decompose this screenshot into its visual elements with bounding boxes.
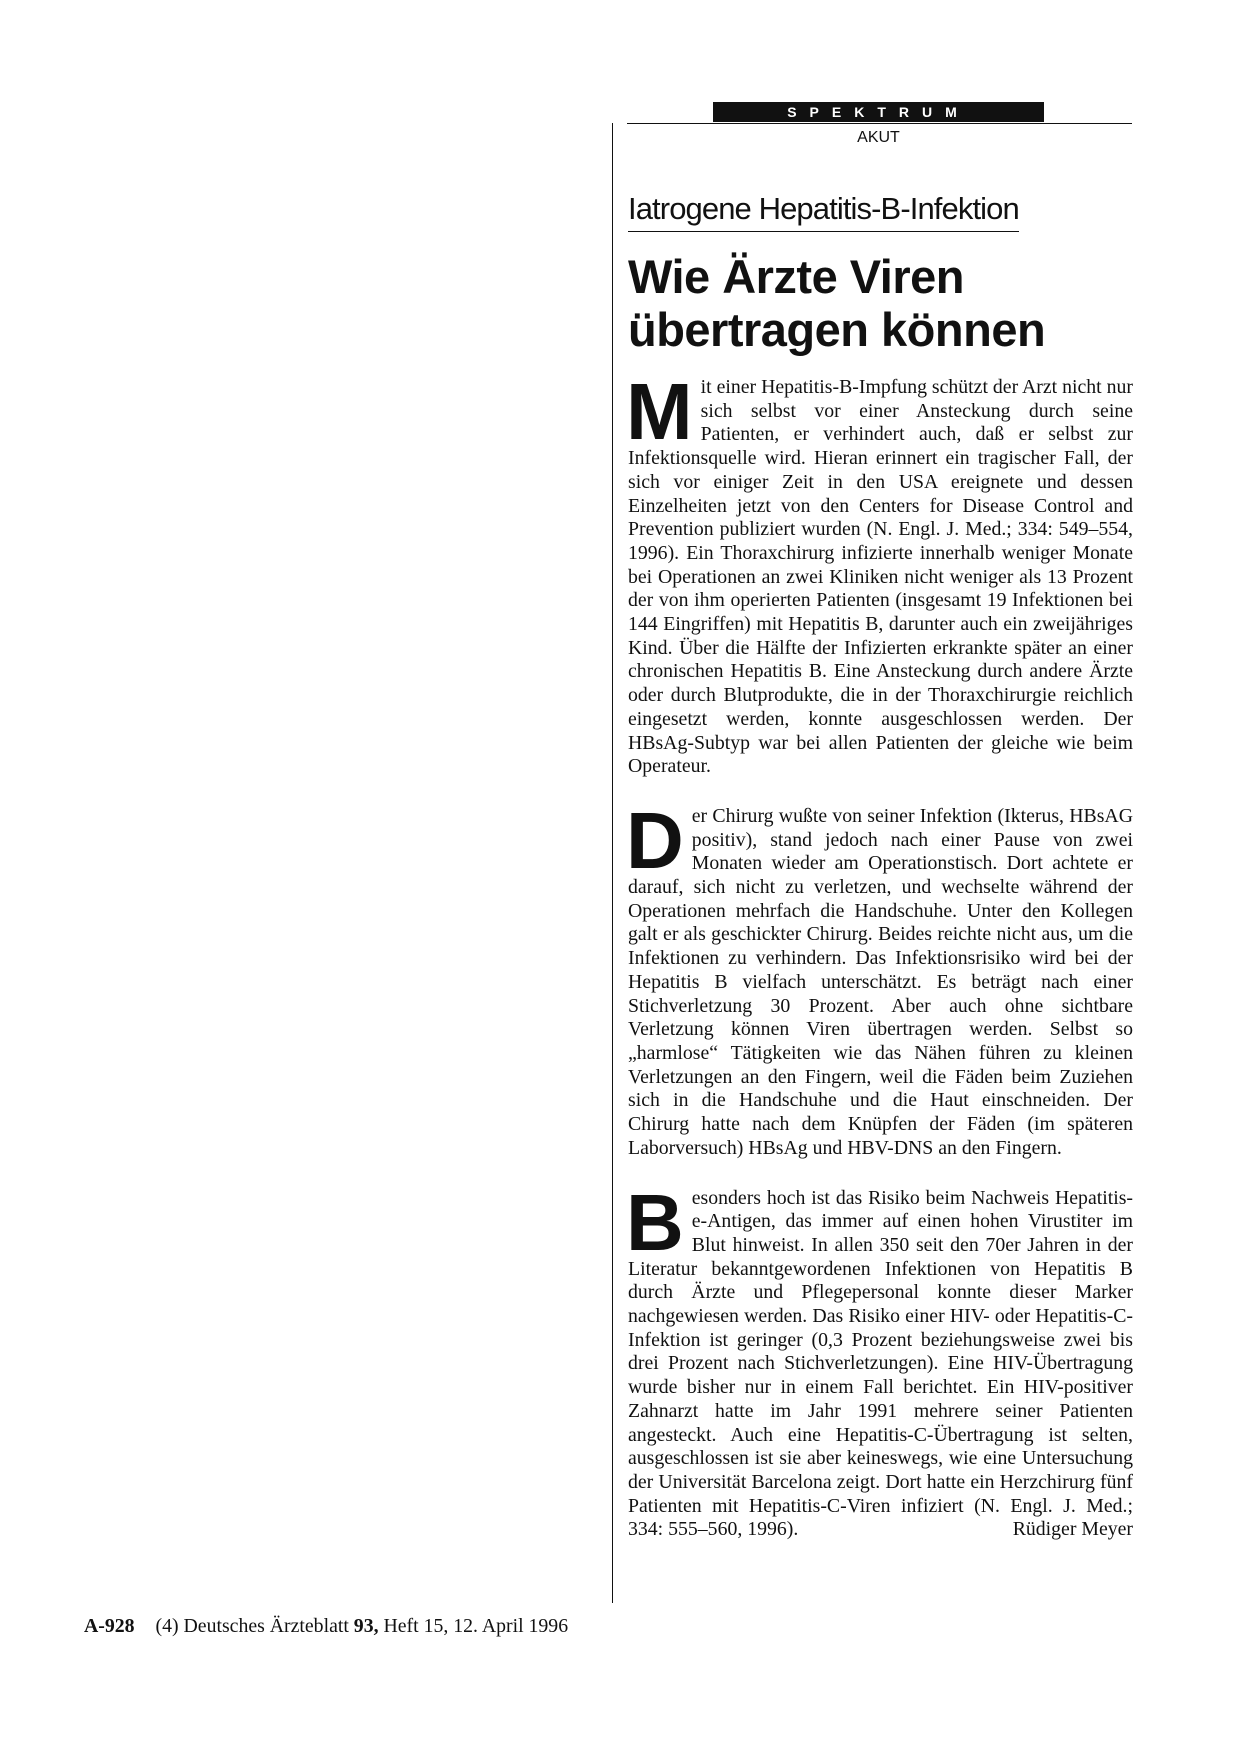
issue-prefix: (4) Deutsches Ärzteblatt	[155, 1615, 349, 1637]
issue-suffix: Heft 15, 12. April 1996	[383, 1615, 569, 1637]
article-headline	[628, 250, 1133, 356]
headline-line-1: Wie Ärzte Viren	[628, 250, 964, 303]
paragraph-3	[626, 1177, 1133, 1543]
dropcap: M	[626, 367, 691, 456]
headline-line-2: übertragen können	[628, 303, 1046, 356]
page-footer	[84, 1614, 568, 1638]
article	[628, 190, 1133, 1568]
dropcap: D	[626, 795, 682, 885]
paragraph-text: esonders hoch ist das Risiko beim Nachweis Hepatitis-e-Antigen, das immer auf einen hohen Virustiter im Blut hinweist. In allen 350 seit den 70er Jahren in der Literatur bekanntgewordenen Infektionen von Hepatitis B durch Ärzte und Pflegepersonal konnte dieser Marker nachgewiesen werden. Das Risiko einer HIV- oder Hepatitis-C-Infektion ist geringer (0,3 Prozent beziehungsweise zwei bis drei Prozent nach Stichverletzungen). Eine HIV-Übertragung wurde bisher nur in einem Fall berichtet. Ein HIV-positiver Zahnarzt hatte im Jahr 1991 mehrere seiner Patienten angesteckt. Auch eine Hepatitis-C-Übertragung ist selten, ausgeschlossen ist sie aber keineswegs, wie eine Untersuchung der Universität Barcelona zeigt. Dort hatte ein Herzchirurg fünf Patienten mit Hepatitis-C-Viren infiziert (N. Engl. J. Med.; 334: 555–560, 1996).	[628, 1186, 1133, 1541]
article-kicker: Iatrogene Hepatitis-B-Infektion	[628, 190, 1019, 232]
section-header-bar: SPEKTRUM	[713, 102, 1044, 122]
column-rule	[612, 123, 613, 1603]
paragraph-text: er Chirurg wußte von seiner Infektion (Ikterus, HBsAG positiv), stand jedoch nach einer Pause von zwei Monaten wieder am Operationstisch. Dort achtete er darauf, sich nicht zu verletzen, und wechselte während der Operationen mehrfach die Handschuhe. Unter den Kollegen galt er als geschickter Chirurg. Beides reichte nicht aus, um die Infektionen zu verhindern. Das Infektionsrisiko wird bei der Hepatitis B vielfach unterschätzt. Es beträgt nach einer Stichverletzung 30 Prozent. Aber auch ohne sichtbare Verletzung können Viren übertragen werden. Selbst so „harmlose“ Tätigkeiten wie das Nähen führen zu kleinen Verletzungen an den Fingern, weil die Fäden beim Zuziehen sich in die Handschuhe und die Haut einschneiden. Der Chirurg hatte nach dem Knüpfen der Fäden (im späteren Laborversuch) HBsAg und HBV-DNS an den Fingern.	[628, 804, 1133, 1159]
author-name: Rüdiger Meyer	[1012, 1518, 1133, 1541]
dropcap: B	[626, 1177, 682, 1267]
volume-number: 93,	[353, 1615, 379, 1637]
subsection-label: AKUT	[857, 129, 900, 146]
paragraph-text: it einer Hepatitis-B-Impfung schützt der Arzt nicht nur sich selbst vor einer Ansteckung durch seine Patienten, er verhindert auch, daß er selbst zur Infektionsquelle wird. Hieran erinnert ein tragischer Fall, der sich vor einiger Zeit in den USA ereignete und dessen Einzelheiten jetzt von den Centers for Disease Control and Prevention publiziert wurden (N. Engl. J. Med.; 334: 549–554, 1996). Ein Thoraxchirurg infizierte innerhalb weniger Monate bei Operationen an zwei Kliniken nicht weniger als 13 Prozent der von ihm operierten Patienten (insgesamt 19 Infektionen bei 144 Eingriffen) mit Hepatitis B, darunter auch ein zweijähriges Kind. Über die Hälfte der Infizierten erkrankte später an einer chronischen Hepatitis B. Eine Ansteckung durch andere Ärzte oder durch Blutprodukte, die in der Thoraxchirurgie reichlich eingesetzt werden, konnte ausgeschlossen werden. Der HBsAg-Subtyp war bei allen Patienten der gleiche wie beim Operateur.	[628, 376, 1133, 778]
header-rule	[627, 123, 1132, 124]
paragraph-1	[626, 367, 1133, 779]
paragraph-2	[626, 795, 1133, 1161]
page-number: A-928	[84, 1615, 135, 1637]
